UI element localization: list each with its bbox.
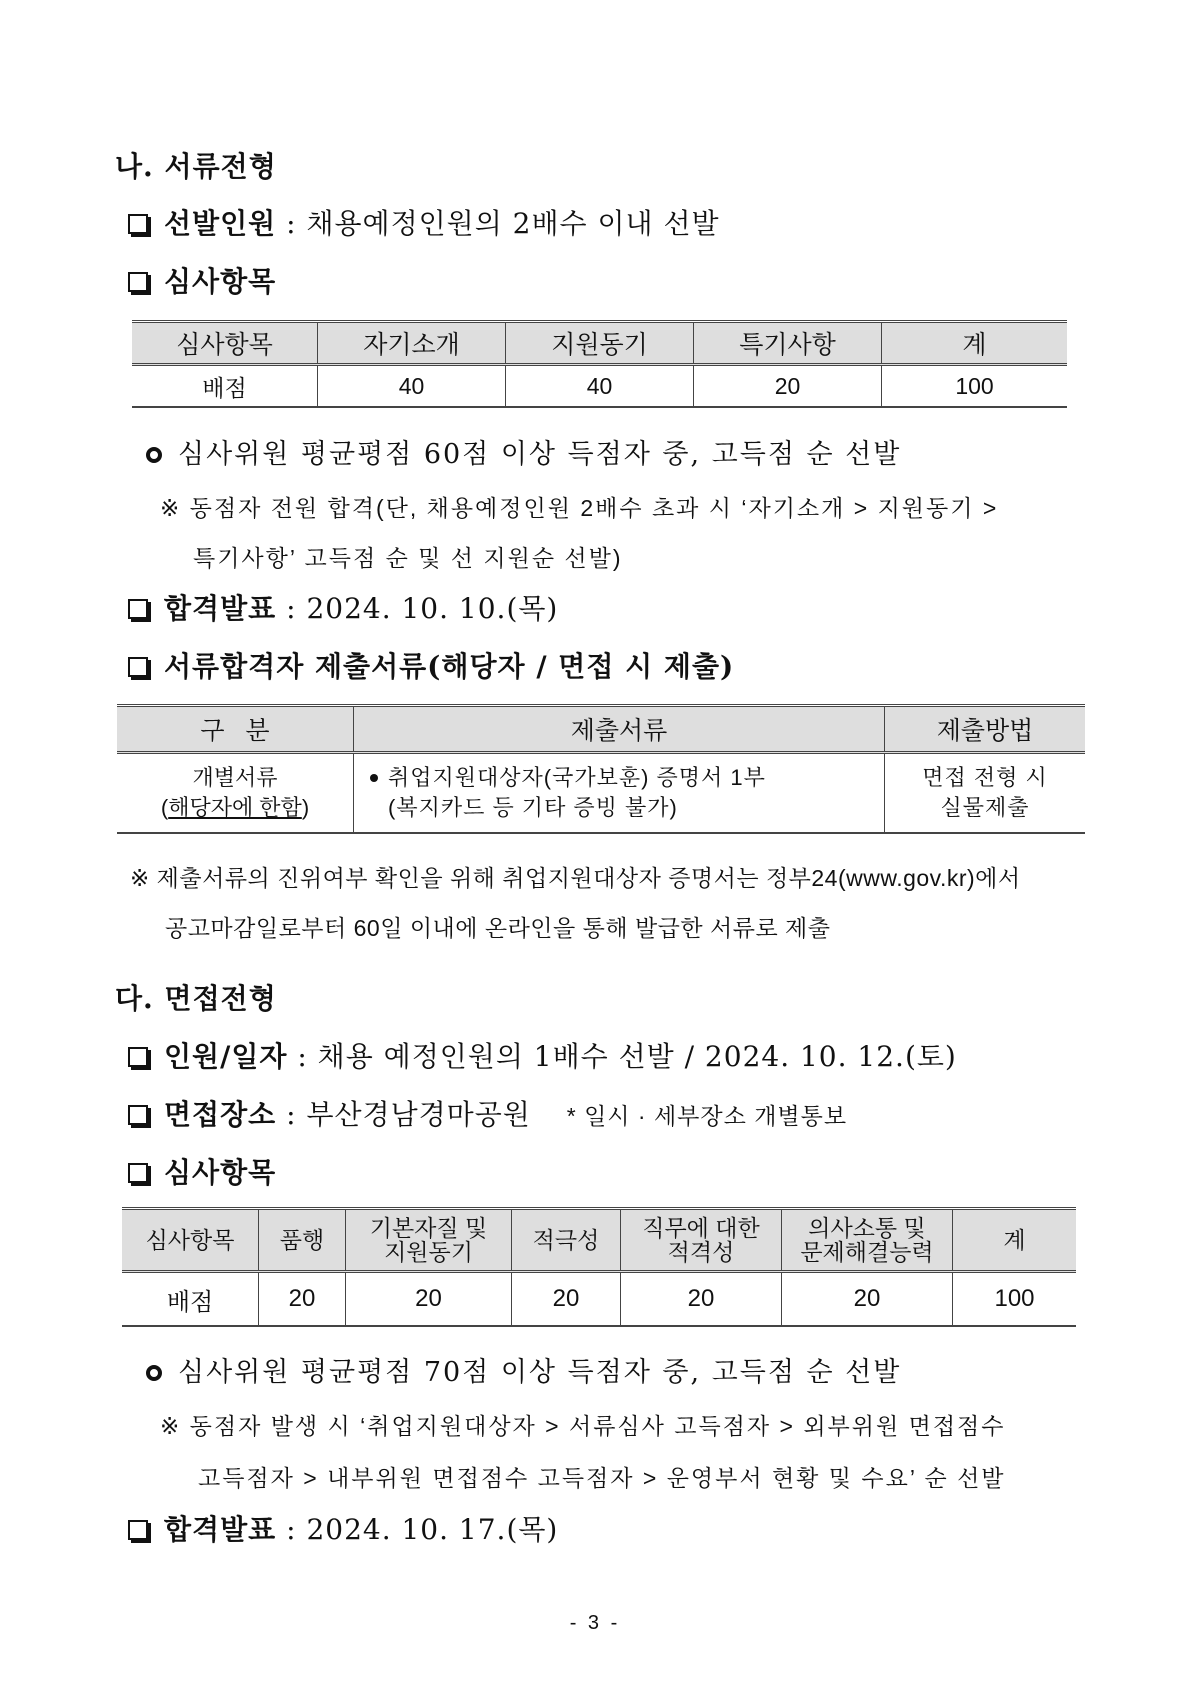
method-line2: 실물제출 [940, 795, 1030, 820]
table-cell [885, 753, 1086, 834]
table-header-cell: 지원동기 [506, 322, 694, 365]
circle-bullet-icon [146, 1365, 162, 1381]
interview-place-text: 부산경남경마공원 [306, 1098, 531, 1131]
category-line2 [117, 793, 353, 823]
circle-bullet-icon [146, 447, 162, 463]
document-score-table [132, 320, 1067, 408]
header-line: 문제해결능력 [800, 1239, 934, 1265]
header-line: 지원동기 [384, 1239, 473, 1265]
table-cell: 40 [506, 365, 694, 408]
section-title-document-screening: 나. 서류전형 [115, 150, 277, 183]
separator: : [287, 1040, 318, 1073]
announcement-label: 합격발표 [164, 1513, 277, 1546]
table-header-cell: 계 [953, 1209, 1077, 1272]
page-number: - 3 - [569, 1612, 621, 1634]
selection-count-item [128, 202, 720, 242]
docs-note-line2: 공고마감일로부터 60일 이내에 온라인을 통해 발급한 서류로 제출 [165, 915, 831, 941]
interview-score-table [122, 1207, 1076, 1327]
method-line1: 면접 전형 시 [922, 765, 1048, 790]
table-header-cell: 제출방법 [885, 706, 1086, 753]
criterion-text: 심사위원 평균평점 70점 이상 득점자 중, 고득점 순 선발 [178, 1357, 902, 1388]
table-header-cell: 심사항목 [132, 322, 318, 365]
table-header-cell: 구 분 [117, 706, 354, 753]
review-items-heading [128, 1151, 276, 1191]
review-items-heading [128, 260, 276, 300]
announcement-item [128, 1508, 558, 1548]
announcement-date: 2024. 10. 17.(목) [306, 1513, 559, 1546]
criterion-text: 심사위원 평균평점 60점 이상 득점자 중, 고득점 순 선발 [178, 439, 902, 470]
header-line: 적격성 [667, 1239, 735, 1265]
criterion-line [146, 1350, 901, 1389]
announcement-item [128, 587, 558, 627]
table-cell: 20 [621, 1272, 782, 1327]
checkbox-square-icon [128, 1520, 148, 1540]
interview-place-note: * 일시 · 세부장소 개별통보 [566, 1103, 848, 1129]
doc-line1 [370, 763, 884, 793]
category-underlined: 해당자에 한함 [168, 795, 302, 820]
selection-count-text: 채용예정인원의 2배수 이내 선발 [306, 207, 720, 240]
table-header-cell: 자기소개 [318, 322, 506, 365]
announcement-label: 합격발표 [164, 592, 277, 625]
table-header-cell: 심사항목 [122, 1209, 259, 1272]
interview-place-label: 면접장소 [164, 1098, 277, 1131]
doc-line2: (복지카드 등 기타 증빙 불가) [388, 795, 678, 820]
checkbox-square-icon [128, 599, 148, 619]
table-cell: 100 [953, 1272, 1077, 1327]
dot-bullet-icon [370, 774, 378, 782]
separator: : [276, 592, 307, 625]
table-header-cell: 제출서류 [354, 706, 885, 753]
review-items-label: 심사항목 [164, 1156, 277, 1189]
header-line: 직무에 대한 [642, 1215, 760, 1241]
table-header-cell [621, 1209, 782, 1272]
checkbox-square-icon [128, 272, 148, 292]
table-row [117, 753, 1085, 834]
table-cell: 20 [512, 1272, 621, 1327]
table-cell: 배점 [166, 1288, 214, 1316]
checkbox-square-icon [128, 1163, 148, 1183]
table-cell [354, 753, 885, 834]
people-date-item [128, 1035, 957, 1075]
people-date-label: 인원/일자 [164, 1040, 288, 1073]
table-cell: 20 [782, 1272, 953, 1327]
tie-note-line1: ※ 동점자 발생 시 ‘취업지원대상자 > 서류심사 고득점자 > 외부위원 면접점수 [160, 1413, 1006, 1439]
paren: ( [160, 795, 169, 820]
docs-heading-label: 서류합격자 제출서류(해당자 / 면접 시 제출) [164, 650, 735, 683]
table-cell: 배점 [202, 374, 247, 401]
interview-place-item [128, 1093, 847, 1133]
table-header-cell [782, 1209, 953, 1272]
table-cell: 20 [259, 1272, 346, 1327]
table-header-row [132, 322, 1067, 365]
announcement-date: 2024. 10. 10.(목) [306, 592, 559, 625]
tie-note-line2: 고득점자 > 내부위원 면접점수 고득점자 > 운영부서 현황 및 수요’ 순 선발 [198, 1465, 1006, 1491]
table-cell: 40 [318, 365, 506, 408]
separator: : [276, 1513, 307, 1546]
table-cell: 20 [694, 365, 882, 408]
docs-note-line1: ※ 제출서류의 진위여부 확인을 위해 취업지원대상자 증명서는 정부24(www.gov.kr)에서 [130, 865, 1021, 891]
doc-line1-text: 취업지원대상자(국가보훈) 증명서 1부 [388, 765, 766, 790]
docs-heading [128, 645, 734, 685]
paren: ) [301, 795, 310, 820]
criterion-line [146, 432, 901, 471]
checkbox-square-icon [128, 214, 148, 234]
checkbox-square-icon [128, 1047, 148, 1067]
table-header-cell: 계 [882, 322, 1068, 365]
header-line: 기본자질 및 [369, 1215, 488, 1241]
table-header-cell [346, 1209, 512, 1272]
review-items-label: 심사항목 [164, 265, 277, 298]
table-cell [117, 753, 354, 834]
tie-note-line1: ※ 동점자 전원 합격(단, 채용예정인원 2배수 초과 시 ‘자기소개 > 지원동기 > [160, 495, 999, 521]
separator: : [276, 207, 307, 240]
table-cell: 100 [882, 365, 1068, 408]
header-line: 의사소통 및 [808, 1215, 926, 1241]
selection-count-label: 선발인원 [164, 207, 277, 240]
table-row [132, 365, 1067, 408]
section-title-interview: 다. 면접전형 [115, 982, 277, 1015]
checkbox-square-icon [128, 1105, 148, 1125]
table-header-row [117, 706, 1085, 753]
table-row [122, 1272, 1076, 1327]
separator: : [276, 1098, 307, 1131]
checkbox-square-icon [128, 657, 148, 677]
category-line1: 개별서류 [192, 765, 278, 790]
tie-note-line2: 특기사항’ 고득점 순 및 선 지원순 선발) [193, 545, 623, 571]
table-header-row [122, 1209, 1076, 1272]
table-header-cell: 품행 [259, 1209, 346, 1272]
submission-docs-table [117, 704, 1085, 834]
people-date-text: 채용 예정인원의 1배수 선발 / 2024. 10. 12.(토) [317, 1040, 957, 1073]
table-header-cell: 특기사항 [694, 322, 882, 365]
table-header-cell: 적극성 [512, 1209, 621, 1272]
table-cell: 20 [346, 1272, 512, 1327]
